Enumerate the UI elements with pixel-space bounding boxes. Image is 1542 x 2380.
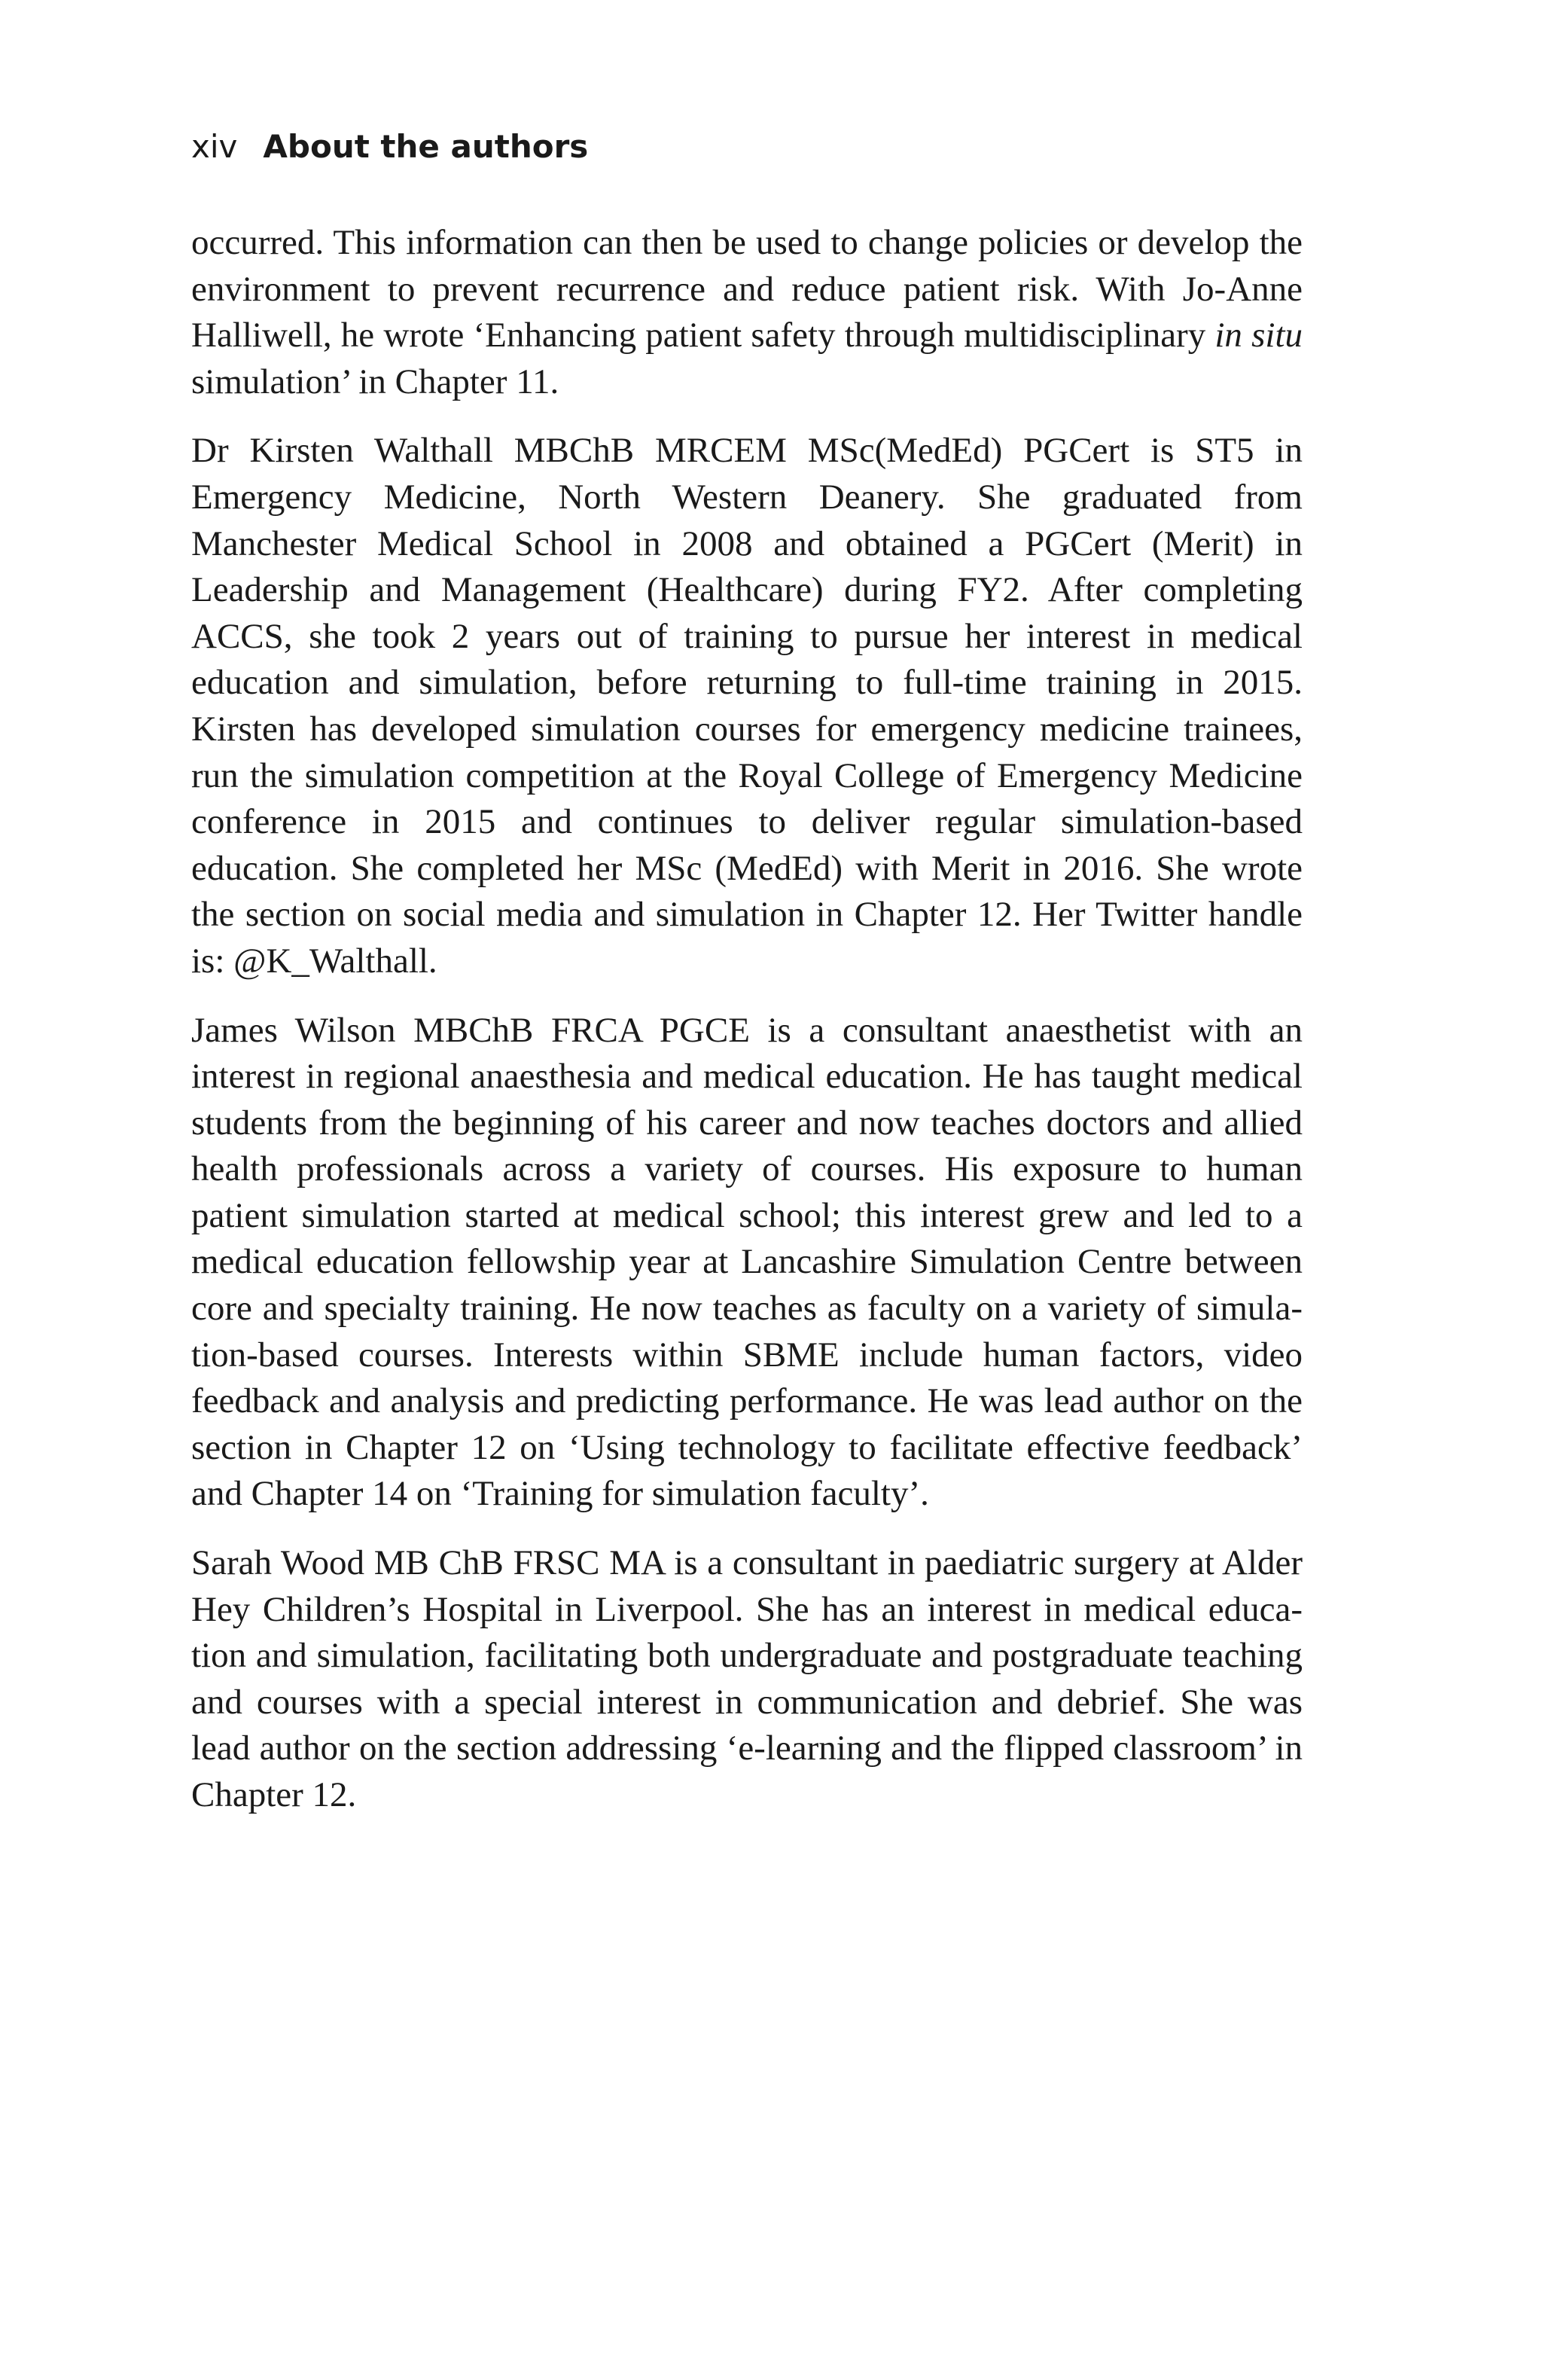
paragraph-text: simulation’ in Chapter 11. <box>191 362 559 401</box>
author-bio-wilson <box>191 1008 1303 1518</box>
paragraph-text: Dr Kirsten Walthall MBChB MRCEM MSc(MedEd) PGCert is ST5 in Emergency Medicine, North Western Deanery. She graduated from Manchester Medical School in 2008 and obtained a PGCert (Merit) in Leadership and Management (Healthcare) during FY2. After completing ACCS, she took 2 years out of training to pursue her interest in medical education and simulation, before returning to full-time training in 2015. Kirsten has developed simulation courses for emergency medicine trainees, run the simulation competition at the Royal College of Emergency Medicine conference in 2015 and continues to deliver regular simulation-based education. She completed her MSc (MedEd) with Merit in 2016. She wrote the section on social media and simulation in Chapter 12. Her Twitter handle is: @K_Walthall. <box>191 431 1303 981</box>
author-bio-wood <box>191 1540 1303 1819</box>
paragraph-text: Sarah Wood MB ChB FRSC MA is a consultant in paediatric surgery at Alder Hey Children’s Hospital in Liverpool. She has an interest in medical education and simulation, facilitating both undergraduate and postgraduate teaching and courses with a special interest in communication and debrief. She was lead author on the section addressing ‘e-learning and the flipped classroom’ in Chapter 12. <box>191 1543 1303 1814</box>
running-head-title: About the authors <box>263 128 589 165</box>
running-head <box>191 128 588 165</box>
paragraph-text: James Wilson MBChB FRCA PGCE is a consultant anaesthetist with an interest in regional anaesthesia and medical education. He has taught medical students from the beginning of his career and now teaches doctors and allied health professionals across a variety of courses. His exposure to human patient simulation started at medical school; this interest grew and led to a medical education fellowship year at Lancashire Simulation Centre between core and specialty training. He now teaches as faculty on a variety of simulation-based courses. Interests within SBME include human factors, video feedback and analysis and predicting performance. He was lead author on the section in Chapter 12 on ‘Using technology to facilitate effective feedback’ and Chapter 14 on ‘Training for simulation faculty’. <box>191 1010 1303 1514</box>
page-number: xiv <box>191 128 238 165</box>
italic-phrase: in situ <box>1214 316 1303 355</box>
paragraph-text: occurred. This information can then be used to change policies or develop the environment to prevent recurrence and reduce patient risk. With Jo-Anne Halliwell, he wrote ‘Enhancing patient safety through multidisciplinary <box>191 223 1303 355</box>
body-text <box>191 220 1303 1841</box>
author-bio-walthall <box>191 428 1303 984</box>
paragraph-continuation <box>191 220 1303 405</box>
